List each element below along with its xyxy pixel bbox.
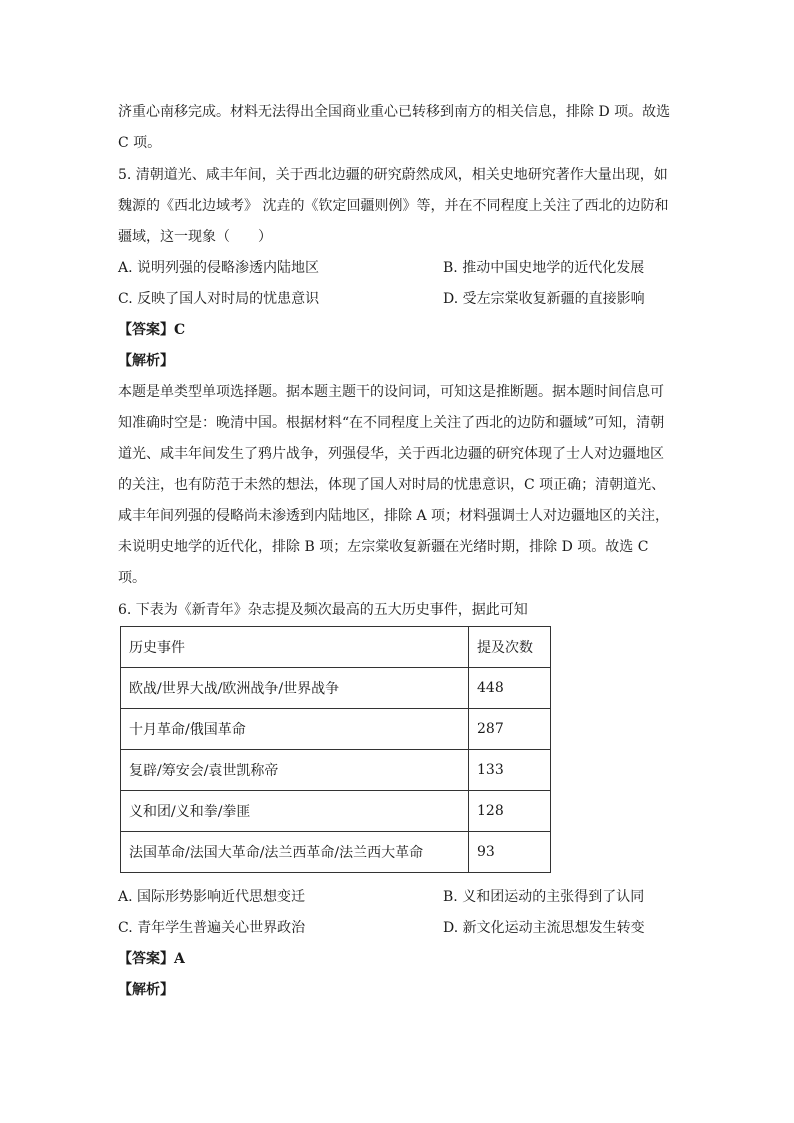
q5-option-b: B. 推动中国史地学的近代化发展 (443, 260, 645, 276)
q6-option-b: B. 义和团运动的主张得到了认同 (443, 889, 645, 905)
q5-analysis-line-1: 本题是单类型单项选择题。据本题主题干的设问词，可知这是推断题。据本题时间信息可 (118, 384, 664, 400)
table-header-event: 历史事件 (121, 627, 469, 668)
table-cell-count: 287 (469, 709, 551, 750)
q5-analysis-line-3: 道光、咸丰年间发生了鸦片战争，列强侵华，关于西北边疆的研究体现了士人对边疆地区 (118, 446, 664, 462)
q6-option-a: A. 国际形势影响近代思想变迁 (118, 889, 306, 905)
table-cell-event: 法国革命/法国大革命/法兰西革命/法兰西大革命 (121, 832, 469, 873)
intro-line-1: 济重心南移完成。材料无法得出全国商业重心已转移到南方的相关信息，排除 D 项。故选 (118, 104, 671, 120)
q5-analysis-line-4: 的关注，也有防范于未然的想法，体现了国人对时局的忧患意识，C 项正确；清朝道光、 (118, 477, 666, 493)
q5-analysis-line-7: 项。 (118, 570, 146, 586)
q6-answer: 【答案】A (118, 951, 185, 967)
table-row (121, 668, 551, 709)
table-cell-event: 复辟/筹安会/袁世凯称帝 (121, 750, 469, 791)
events-table (120, 626, 551, 873)
q5-option-c: C. 反映了国人对时局的忧患意识 (118, 291, 320, 307)
table-row (121, 750, 551, 791)
q5-answer: 【答案】C (118, 322, 186, 338)
q5-option-a: A. 说明列强的侵略渗透内陆地区 (118, 260, 320, 276)
table-header-count: 提及次数 (469, 627, 551, 668)
q5-option-d: D. 受左宗棠收复新疆的直接影响 (443, 291, 645, 307)
q5-stem-line-1: 5. 清朝道光、咸丰年间，关于西北边疆的研究蔚然成风，相关史地研究著作大量出现，如 (118, 167, 668, 183)
q6-option-c: C. 青年学生普遍关心世界政治 (118, 920, 306, 936)
table-row (121, 791, 551, 832)
table-cell-count: 93 (469, 832, 551, 873)
q5-analysis-line-2: 知准确时空是：晚清中国。根据材料“在不同程度上关注了西北的边防和疆域”可知，清朝 (118, 415, 665, 431)
q5-analysis-label: 【解析】 (118, 353, 174, 369)
q6-stem: 6. 下表为《新青年》杂志提及频次最高的五大历史事件，据此可知 (118, 602, 528, 618)
table-cell-count: 128 (469, 791, 551, 832)
intro-line-2: C 项。 (118, 135, 162, 151)
table-cell-event: 义和团/义和拳/拳匪 (121, 791, 469, 832)
q6-analysis-label: 【解析】 (118, 982, 174, 998)
table-row (121, 832, 551, 873)
table-row (121, 709, 551, 750)
q5-stem-line-3: 疆域，这一现象（ ） (118, 229, 272, 245)
q5-analysis-line-6: 未说明史地学的近代化，排除 B 项；左宗棠收复新疆在光绪时期，排除 D 项。故选 C (118, 539, 649, 555)
q5-analysis-line-5: 咸丰年间列强的侵略尚未渗透到内陆地区，排除 A 项；材料强调士人对边疆地区的关注， (118, 508, 670, 524)
table-cell-count: 133 (469, 750, 551, 791)
q5-stem-line-2: 魏源的《西北边域考》 沈垚的《钦定回疆则例》等，并在不同程度上关注了西北的边防和 (118, 198, 669, 214)
table-cell-event: 十月革命/俄国革命 (121, 709, 469, 750)
table-header-row (121, 627, 551, 668)
table-cell-event: 欧战/世界大战/欧洲战争/世界战争 (121, 668, 469, 709)
q6-option-d: D. 新文化运动主流思想发生转变 (443, 920, 645, 936)
table-cell-count: 448 (469, 668, 551, 709)
